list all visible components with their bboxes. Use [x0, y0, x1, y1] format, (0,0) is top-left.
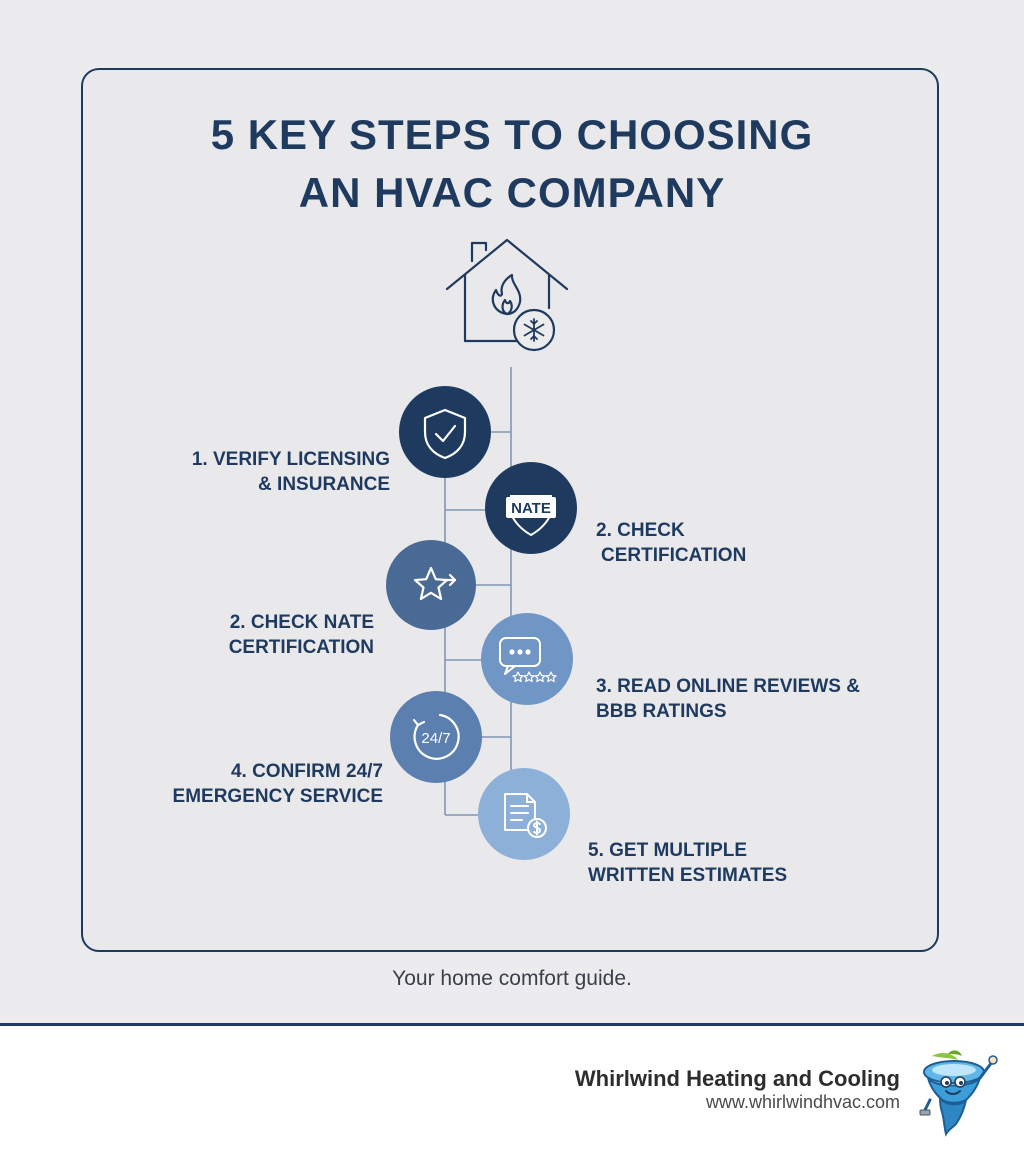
caption: Your home comfort guide. — [392, 967, 632, 990]
clock-247-text: 24/7 — [421, 730, 451, 747]
nate-badge-text: NATE — [511, 500, 551, 517]
step-1-circle — [399, 386, 491, 478]
step-4-circle — [481, 613, 573, 705]
step-5-label: 4. CONFIRM 24/7 EMERGENCY SERVICE — [172, 761, 383, 807]
step-1-bg — [399, 386, 491, 478]
step-2-label: 2. CHECK CERTIFICATION — [596, 520, 747, 566]
step-4-label: 3. READ ONLINE REVIEWS & BBB RATINGS — [596, 676, 860, 722]
title-line-2: AN HVAC COMPANY — [298, 169, 726, 216]
title-line-1: 5 KEY STEPS TO CHOOSING — [210, 111, 814, 158]
house-hvac-icon — [447, 240, 567, 350]
step-2-circle — [485, 462, 577, 554]
tornado-mascot-logo — [918, 1048, 1008, 1138]
step-1-label: 1. VERIFY LICENSING & INSURANCE — [191, 449, 390, 495]
step-6-circle — [478, 768, 570, 860]
company-name: Whirlwind Heating and Cooling — [574, 1066, 900, 1091]
step-6-label: 5. GET MULTIPLE WRITTEN ESTIMATES — [588, 840, 788, 886]
step-4-bg — [481, 613, 573, 705]
step-3-bg — [386, 540, 476, 630]
step-3-circle — [386, 540, 476, 630]
company-url[interactable]: www.whirlwindhvac.com — [705, 1092, 900, 1112]
step-3-label: 2. CHECK NATE CERTIFICATION — [228, 612, 374, 658]
step-5-circle — [390, 691, 482, 783]
